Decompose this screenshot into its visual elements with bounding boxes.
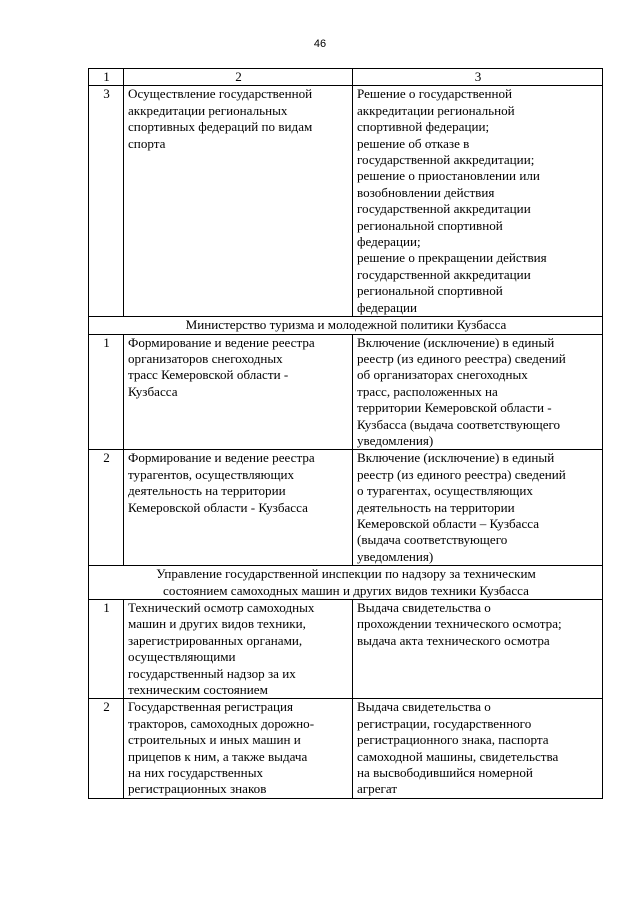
service-result-line: федерации — [357, 299, 417, 315]
service-name-line: Технический осмотр самоходных — [128, 600, 315, 615]
services-table — [88, 68, 603, 799]
service-name-line: деятельность на территории — [128, 483, 286, 499]
service-name-line: регистрационных знаков — [128, 781, 267, 797]
header-row — [89, 69, 603, 86]
section-heading — [89, 566, 603, 600]
column-header-1: 1 — [89, 69, 124, 86]
table-row — [89, 450, 603, 566]
service-result-line: деятельность на территории — [357, 499, 515, 515]
service-name-line: Формирование и ведение реестра — [128, 334, 315, 350]
service-name-line: осуществляющими — [128, 649, 236, 665]
row-number: 1 — [89, 600, 124, 699]
service-result-line: государственной аккредитации — [357, 266, 531, 282]
service-result-line: об организаторах снегоходных — [357, 367, 528, 383]
service-result-line: территории Кемеровской области - — [357, 400, 552, 416]
column-header-3: 3 — [353, 69, 603, 86]
page-number: 46 — [313, 38, 327, 50]
service-result-line: Выдача свидетельства о — [357, 699, 491, 715]
service-result-line: возобновлении действия — [357, 184, 495, 200]
service-name-line: Государственная регистрация — [128, 699, 294, 715]
service-result-line: (выдача соответствующего — [357, 532, 508, 548]
service-result-line: регистрационного знака, паспорта — [357, 732, 549, 748]
service-result-line: трасс, расположенных на — [357, 383, 498, 399]
service-name-line: строительных и иных машин и — [128, 732, 301, 748]
service-name-line: государственный надзор за их — [128, 665, 296, 681]
service-result-line: Решение о государственной — [357, 86, 513, 102]
row-number: 1 — [89, 334, 124, 450]
service-name-line: Формирование и ведение реестра — [128, 450, 315, 466]
table-row — [89, 600, 603, 699]
service-result-line: государственной аккредитации; — [357, 152, 535, 168]
service-name-cell — [124, 86, 353, 317]
service-name-line: спорта — [128, 135, 166, 151]
service-result-line: федерации; — [357, 234, 421, 250]
service-name-line: на них государственных — [128, 765, 264, 781]
service-result-line: государственной аккредитации — [357, 201, 531, 217]
service-result-line: на высвободившийся номерной — [357, 765, 533, 781]
service-result-line: агрегат — [357, 781, 398, 797]
service-name-cell — [124, 699, 353, 798]
service-name-line: Осуществление государственной — [128, 86, 313, 102]
service-result-cell — [353, 600, 603, 699]
service-name-line: прицепов к ним, а также выдача — [128, 748, 308, 764]
section-heading-line: состоянием самоходных машин и других видов техники Кузбасса — [163, 582, 529, 598]
service-name-line: Кузбасса — [128, 383, 178, 399]
service-result-line: решение о приостановлении или — [357, 168, 540, 184]
service-result-cell — [353, 86, 603, 317]
service-result-line: решение о прекращении действия — [357, 250, 547, 266]
service-name-cell — [124, 450, 353, 566]
section-heading-row — [89, 566, 603, 600]
service-result-line: спортивной федерации; — [357, 119, 490, 135]
section-heading — [89, 317, 603, 334]
service-result-line: уведомления) — [357, 548, 434, 564]
service-result-line: Кузбасса (выдача соответствующего — [357, 416, 561, 432]
column-header-2: 2 — [124, 69, 353, 86]
section-heading-row — [89, 317, 603, 334]
table-row — [89, 334, 603, 450]
row-number: 2 — [89, 699, 124, 798]
service-result-line: решение об отказе в — [357, 135, 470, 151]
section-heading-line: Министерство туризма и молодежной политики Кузбасса — [185, 317, 507, 333]
service-name-line: спортивных федераций по видам — [128, 119, 313, 135]
service-result-line: реестр (из единого реестра) сведений — [357, 466, 566, 482]
service-result-line: регистрации, государственного — [357, 715, 532, 731]
service-result-line: самоходной машины, свидетельства — [357, 748, 559, 764]
service-result-line: Выдача свидетельства о — [357, 600, 491, 615]
service-name-cell — [124, 334, 353, 450]
service-name-line: Кемеровской области - Кузбасса — [128, 499, 308, 515]
section-heading-line: Управление государственной инспекции по надзору за техническим — [156, 566, 536, 582]
service-result-cell — [353, 699, 603, 798]
service-name-line: организаторов снегоходных — [128, 350, 283, 366]
service-result-line: уведомления) — [357, 432, 434, 448]
row-number: 2 — [89, 450, 124, 566]
service-result-line: региональной спортивной — [357, 283, 503, 299]
service-name-line: тракторов, самоходных дорожно- — [128, 715, 315, 731]
service-result-cell — [353, 450, 603, 566]
service-result-line: прохождении технического осмотра; — [357, 616, 562, 632]
service-result-line: о турагентах, осуществляющих — [357, 483, 533, 499]
service-name-line: техническим состоянием — [128, 682, 268, 698]
table-row — [89, 86, 603, 317]
service-result-line: Включение (исключение) в единый — [357, 334, 555, 350]
table-row — [89, 699, 603, 798]
service-name-line: трасс Кемеровской области - — [128, 367, 289, 383]
service-result-line: аккредитации региональной — [357, 102, 515, 118]
service-result-line: Включение (исключение) в единый — [357, 450, 555, 466]
service-name-line: турагентов, осуществляющих — [128, 466, 295, 482]
service-result-line: выдача акта технического осмотра — [357, 632, 550, 648]
service-name-line: аккредитации региональных — [128, 102, 288, 118]
service-result-line: Кемеровской области – Кузбасса — [357, 515, 540, 531]
service-name-line: машин и других видов техники, — [128, 616, 306, 632]
service-result-line: реестр (из единого реестра) сведений — [357, 350, 566, 366]
row-number: 3 — [89, 86, 124, 317]
service-result-line: региональной спортивной — [357, 217, 503, 233]
service-name-line: зарегистрированных органами, — [128, 632, 303, 648]
service-result-cell — [353, 334, 603, 450]
service-name-cell — [124, 600, 353, 699]
